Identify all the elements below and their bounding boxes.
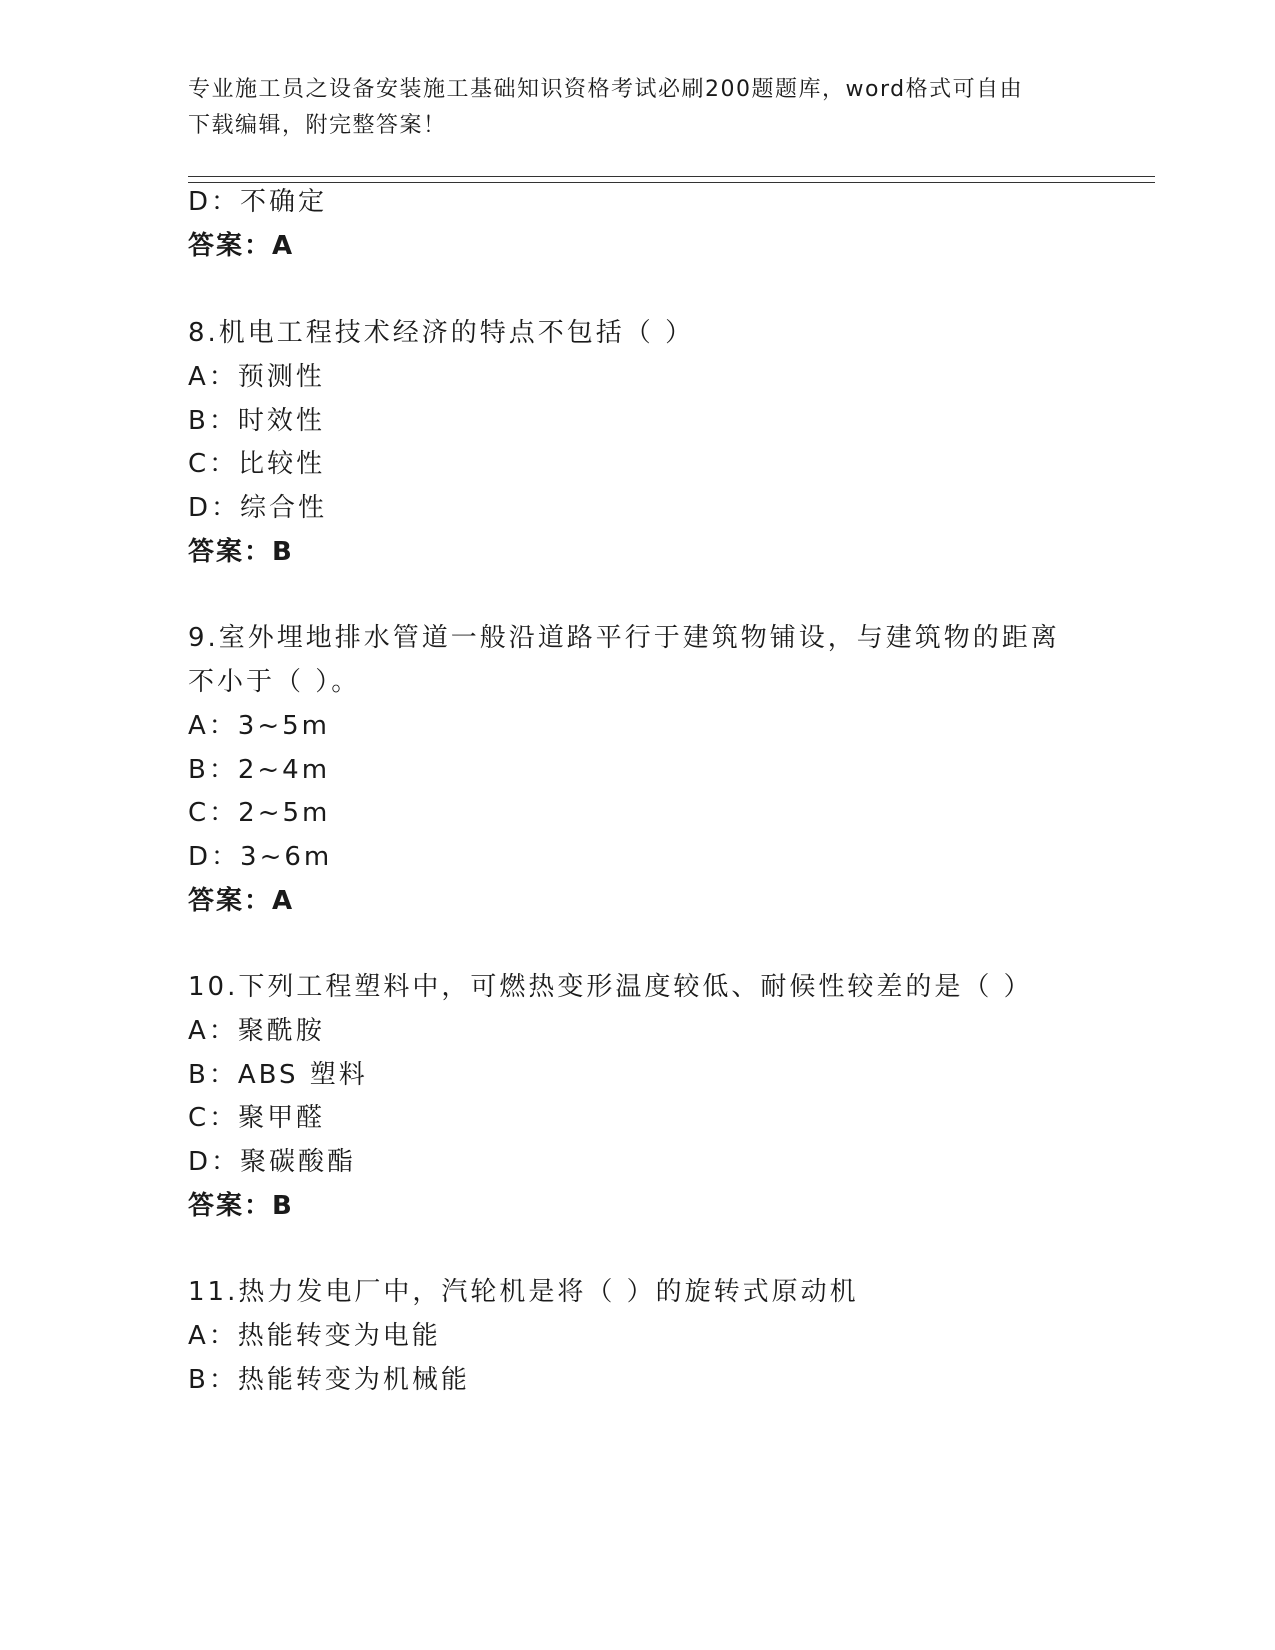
question-stem-continued: 不小于（ ）。 xyxy=(188,667,361,697)
option-d: D：3~6m xyxy=(188,842,333,872)
option-c: C：聚甲醛 xyxy=(188,1103,326,1133)
answer: 答案：B xyxy=(188,537,294,567)
option-a: A：热能转变为电能 xyxy=(188,1321,441,1351)
option-d: D：不确定 xyxy=(188,187,328,217)
option-a: A：3~5m xyxy=(188,711,330,741)
option-b: B：时效性 xyxy=(188,406,325,436)
option-d: D：聚碳酸酯 xyxy=(188,1147,357,1177)
option-a: A：聚酰胺 xyxy=(188,1016,325,1046)
question-stem: 11.热力发电厂中，汽轮机是将（ ）的旋转式原动机 xyxy=(188,1277,859,1307)
option-c: C：2~5m xyxy=(188,798,331,828)
question-stem: 8.机电工程技术经济的特点不包括（ ） xyxy=(188,318,695,348)
header-divider-bottom xyxy=(188,182,1155,183)
question-stem: 10.下列工程塑料中，可燃热变形温度较低、耐候性较差的是（ ） xyxy=(188,972,1033,1002)
header-line-2: 下载编辑，附完整答案！ xyxy=(188,113,447,138)
document-header xyxy=(188,72,1078,144)
answer: 答案：A xyxy=(188,231,295,261)
answer: 答案：B xyxy=(188,1191,294,1221)
question-stem: 9.室外埋地排水管道一般沿道路平行于建筑物铺设，与建筑物的距离 xyxy=(188,623,1060,653)
header-divider-top xyxy=(188,176,1155,177)
option-d: D：综合性 xyxy=(188,493,328,523)
answer: 答案：A xyxy=(188,886,295,916)
option-a: A：预测性 xyxy=(188,362,325,392)
header-line-1: 专业施工员之设备安装施工基础知识资格考试必刷200题题库，word格式可自由 xyxy=(188,77,1024,102)
option-b: B：热能转变为机械能 xyxy=(188,1365,470,1395)
option-b: B：2~4m xyxy=(188,755,331,785)
option-c: C：比较性 xyxy=(188,449,326,479)
option-b: B：ABS 塑料 xyxy=(188,1060,368,1090)
